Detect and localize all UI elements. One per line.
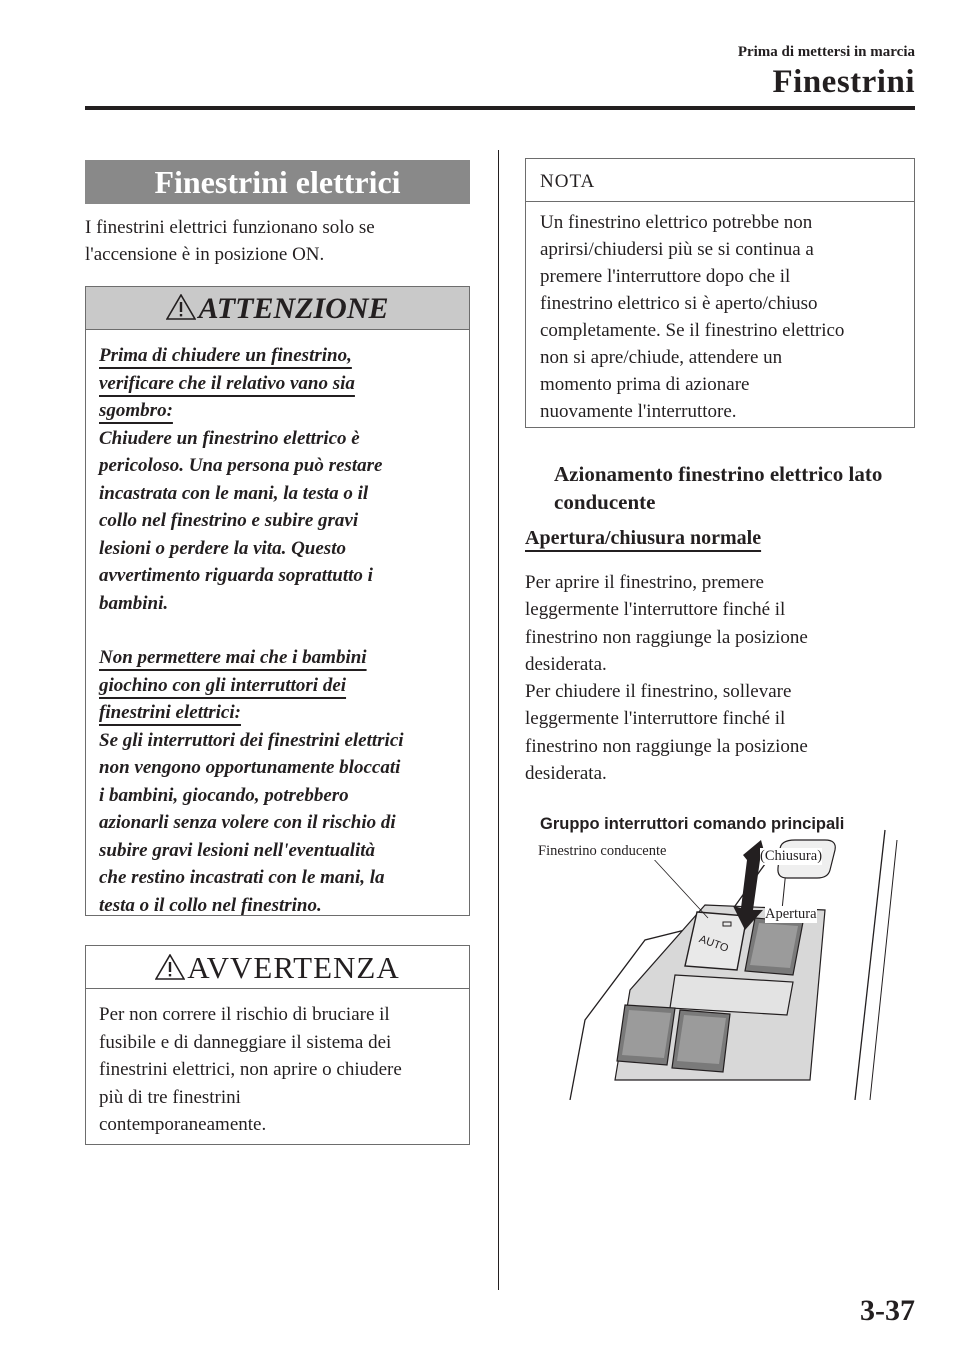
attenzione-box xyxy=(85,286,470,916)
page-number: 3-37 xyxy=(860,1294,915,1327)
header-rule xyxy=(85,106,915,110)
column-divider xyxy=(498,150,499,1290)
avvertenza-body: Per non correre il rischio di bruciare il fusibile e di danneggiare il sistema dei finestrini elettrici, non aprire o chiudere più di tre finestrini contemporaneamente. xyxy=(99,1004,402,1135)
avvertenza-heading-bar xyxy=(86,946,469,989)
label-close: (Chiusura) xyxy=(760,848,823,864)
intro-text: I finestrini elettrici funzionano solo se l'accensione è in posizione ON. xyxy=(85,217,375,265)
label-driver-window: Finestrino conducente xyxy=(538,843,667,859)
header-title: Finestrini xyxy=(772,64,915,100)
nota-body: Un finestrino elettrico potrebbe non aprirsi/chiudersi più se si continua a premere l'interruttore dopo che il finestrino elettrico si è aperto/chiuso completamente. Se il finestrino elettrico non si apre/chiude, attendere un momento prima di azionare nuovamente l'interruttore. xyxy=(540,212,845,422)
attenzione-body xyxy=(86,330,469,931)
underlined-heading: Apertura/chiusura normale xyxy=(525,527,762,549)
avvertenza-box xyxy=(85,945,470,1145)
header-section: Prima di mettersi in marcia xyxy=(737,44,915,60)
attenzione-p1-title: Prima di chiudere un finestrino, verificare che il relativo vano sia sgombro: xyxy=(99,345,355,421)
subheading-marker xyxy=(528,466,544,482)
attenzione-p2-title: Non permettere mai che i bambini giochino con gli interruttori dei finestrini elettrici: xyxy=(99,647,367,723)
avvertenza-heading: AVVERTENZA xyxy=(187,950,400,985)
nota-box xyxy=(525,158,915,428)
figure-title: Gruppo interruttori comando principali xyxy=(540,815,845,833)
attenzione-heading-bar xyxy=(86,287,469,330)
nota-heading: NOTA xyxy=(526,159,914,202)
section-title: Finestrini elettrici xyxy=(85,160,470,204)
attenzione-p2-body: Se gli interruttori dei finestrini elettrici non vengono opportunamente bloccati i bambini, giocando, potrebbero azionarli senza volere con il rischio di subire gravi lesioni nell'eventualità che restino incastrati con le mani, la testa o il collo nel finestrino. xyxy=(99,729,404,916)
auto-switch-label: AUTO xyxy=(697,933,730,955)
label-open: Apertura xyxy=(765,906,817,922)
attenzione-heading: ATTENZIONE xyxy=(198,292,389,325)
subheading: Azionamento finestrino elettrico lato conducente xyxy=(554,462,883,514)
warning-triangle-icon xyxy=(166,294,196,320)
attenzione-p1-body: Chiudere un finestrino elettrico è pericoloso. Una persona può restare incastrata con le mani, la testa o il collo nel finestrino e subire gravi lesioni o perdere la vita. Questo avvertimento riguarda soprattutto i bambini. xyxy=(99,427,383,614)
warning-triangle-icon xyxy=(155,954,185,980)
instructions-paragraph: Per aprire il finestrino, premere leggermente l'interruttore finché il finestrino non raggiunge la posizione desiderata. Per chiudere il finestrino, sollevare leggermente l'interruttore finché il finestrino non raggiunge la posizione desiderata. xyxy=(525,572,808,785)
